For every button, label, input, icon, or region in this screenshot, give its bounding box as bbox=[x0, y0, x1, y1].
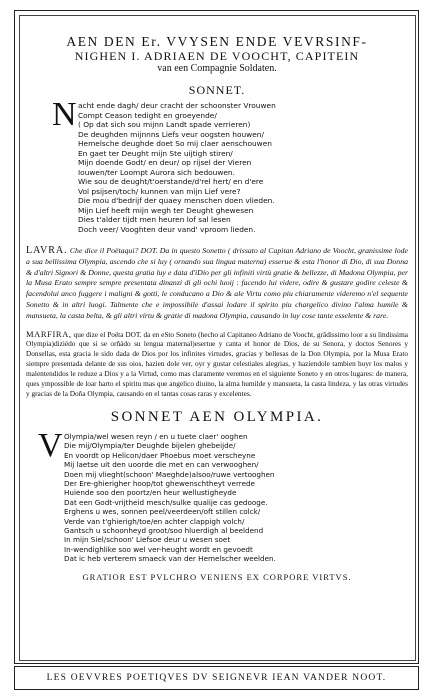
poem-line: Erghens u wes, sonnen peel/veerdeen/oft stillen colck/ bbox=[64, 507, 261, 517]
poem-line: Mijn Lief heeft mijn wegh ter Deught ghewesen bbox=[78, 205, 254, 215]
poem-line: Hemelsche deughde doet So mij claer aenschouwen bbox=[78, 139, 272, 148]
dedication-title-line3: van een Compagnie Soldaten. bbox=[157, 63, 277, 74]
page-content bbox=[26, 22, 408, 582]
spanish-commentary-text: que dize el Poëta DOT. da en eSto Soneto (hecho al Capitaneo Adriano de Voocht, grãdissimo loor a su lindissima Olympia)diziédo que si se orñádo su lengua maternal)esertue y canta el honor de Dios, de su Senora, y doctos Senores y Donsellas, esta gracia le sido dada de Dios por los infinites virtudes, gracias y bellesas de la Don Olympia, por la Musa Erato siempre presentada delante de sus oios, hazien dole ver, oyr y gustar celestiales alegrias, y haziendole tambien huyr los malos y malentendidos le reduze a Dios y a la Virtud, como mas claramente veremos en el siguiente Soneto y en otros lugares: de manera, ques ympossible de loar harto el spiritu mas que angelico diuino, la alma humilde y mansueta, la casta lindeza, y las otras virtudes y gracias de la Doña Olympia, causando en el tantas cosas raras y excelentes. bbox=[26, 329, 408, 399]
poem-line: Dies t'alder tijdt men heuren lof sal lesen bbox=[78, 215, 231, 224]
poem-line: Doen mij vlieght(schoon' Maeghde)alsoo/ruwe vertooghen bbox=[64, 469, 275, 479]
dedication-title-line2: NIGHEN I. ADRIAEN DE VOOCHT, CAPITEIN bbox=[74, 49, 360, 63]
poem-line: In-wendighlike soo wel ver-heught wordt en gevoedt bbox=[64, 544, 253, 554]
poem-line: De deughden mijnnns Liefs veur oogsten houwen/ bbox=[78, 129, 264, 139]
poem-line: En gaet ter Deught mijn Ste uijtigh stiren/ bbox=[78, 148, 233, 158]
poem-line: En voordt op Helicon/daer Phoebus moet verscheyne bbox=[64, 450, 256, 460]
poem-line: Mijn doende Godt/ en deur/ op rijsel der Vieren bbox=[78, 158, 252, 167]
poem-line: Die mij/Olympia/ter Deughde bijelen ghebeijde/ bbox=[64, 441, 236, 451]
italian-commentary bbox=[26, 246, 408, 322]
sonnet1-initial: N bbox=[52, 96, 77, 133]
sonnet2-heading: SONNET AEN OLYMPIA. bbox=[110, 408, 324, 425]
spanish-commentary bbox=[26, 330, 408, 399]
sonnet2-initial: V bbox=[38, 426, 63, 464]
poem-line: Huiende soo den poortz/en heur wellustigheyde bbox=[64, 488, 237, 498]
poem-line: Verde van t'ghierigh/toe/en achter clappigh volch/ bbox=[64, 516, 245, 526]
dedication-title-line1: AEN DEN Er. VVYSEN ENDE VEVRSINF- bbox=[66, 34, 368, 49]
poem-line: ( Op dat sich sou mijnn Landt spade verrieren) bbox=[78, 120, 251, 129]
poem-line: In mijn Siel/schoon' Liefsoe deur u wesen soet bbox=[64, 535, 231, 545]
poem-line: Gantsch u schoonheyd groot/soo hluerdigh al beeldend bbox=[64, 525, 264, 535]
poem-line: Doch veer/ Vooghten deur vand' vproom lieden. bbox=[78, 224, 256, 234]
italian-commentary-cap: LAVRA. bbox=[26, 245, 68, 256]
poem-line: Olympia/wel wesen reyn / en u tuete claer' ooghen bbox=[64, 431, 248, 441]
poem-line: Iouwen/ter Loompt Aurora sich bedouwen. bbox=[78, 167, 235, 177]
sonnet1-poem bbox=[52, 96, 408, 234]
spanish-commentary-cap: MARFIRA, bbox=[26, 328, 72, 339]
poem-line: Vol psijsen/toch/ kunnen van mijn Lief vere? bbox=[78, 186, 241, 196]
running-footer: LES OEVVRES POETIQVES DV SEIGNEVR IEAN VANDER NOOT. bbox=[14, 666, 419, 690]
poem-line: Dat ic heb verterem smaeck van der Hemelscher weelden. bbox=[64, 554, 276, 564]
sonnet2-poem bbox=[38, 426, 408, 564]
sonnet1-heading: SONNET. bbox=[188, 83, 246, 97]
poem-line: Mij laetse uit den uoorde die met en can verwooghen/ bbox=[64, 460, 259, 470]
poem-line: Compt Ceason tedight en groeyende/ bbox=[78, 110, 217, 120]
italian-commentary-text: Che dice il Poëtaqui? DOT. Da in questo Sonetto ( drissato al Capitan Adriano de Voocht, granissime lode a sua bellissima Olympia, ascendo che si luy ( ornando sua lingua materna) esserue & esta l'honor di Dio, di sua Donna & d'altri Signori & Donne, questa gratia luy e data d'iDio per gli infiniti virtù gratie & bellezze, di Madona Olympia, per la Musa Erato sempre sempre presentata dinanzi di gli ochi luoij : facendo lui videre, odire & gustare godire celeste & facendolui anco fuggere i maligni & gotti, le conducano a Dio & ale Virtu como piu chiaramente videremo n'el sequente Sonetto & in altri luogi. Talmente che e impossibile d'assai lodare il spirito piu chargelico divino l'alma humile & mansueta, la casta belta, & gli altri virtu & gratie di madona Olympia, causando in luy cose tante esselente & rare. bbox=[26, 246, 408, 320]
latin-motto: GRATIOR EST PVLCHRO VENIENS EX CORPORE VIRTVS. bbox=[82, 571, 352, 582]
poem-line: Der Ere-ghierigher hoop/tot ghewenschtheyt verrede bbox=[64, 478, 255, 488]
poem-line: Die mou d'bedrijf der quaey menschen doen vlieden. bbox=[78, 196, 275, 205]
poem-line: acht ende dagh/ deur cracht der schoonster Vrouwen bbox=[78, 101, 276, 110]
poem-line: Wie sou de deught/t'oerstande/d'rel hert/ en d'ere bbox=[78, 177, 264, 186]
poem-line: Dat een Godt-vrijtheid mesch/sulke qualije cas gedooge. bbox=[64, 497, 268, 507]
